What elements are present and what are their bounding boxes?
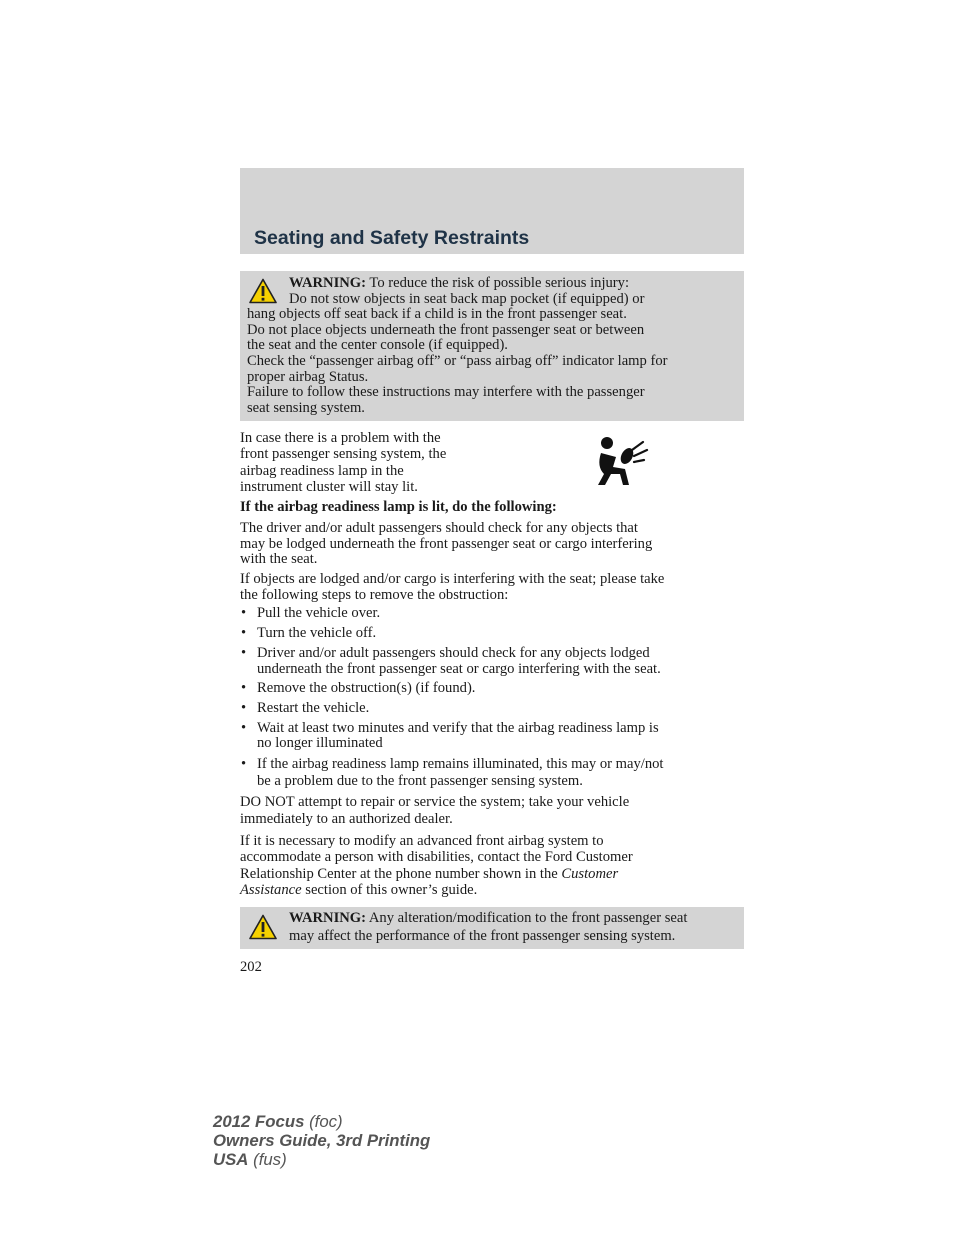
list-item-text: underneath the front passenger seat or cargo interfering with the seat. (257, 660, 661, 677)
text-line: In case there is a problem with the (240, 430, 441, 446)
warning-line: Do not stow objects in seat back map pocket (if equipped) or (289, 290, 645, 307)
text-line: with the seat. (240, 551, 318, 568)
airbag-readiness-icon (594, 436, 650, 486)
list-item (240, 757, 746, 790)
text-line (240, 882, 746, 898)
warning-box-seat-modification (240, 907, 744, 949)
warning-first-line (247, 276, 736, 292)
warning-line: hang objects off seat back if a child is in the front passenger seat. (247, 306, 627, 323)
document-footer (213, 1113, 430, 1169)
text-line (240, 866, 746, 882)
text-line: The driver and/or adult passengers should check for any objects that (240, 520, 638, 536)
warning-label: WARNING: (289, 910, 367, 926)
list-item (240, 646, 746, 677)
warning-label: WARNING: (289, 275, 367, 291)
intro-paragraph (240, 430, 510, 495)
list-item-text: Pull the vehicle over. (257, 605, 381, 621)
footer-code: (fus) (248, 1149, 287, 1169)
warning-triangle-icon (249, 278, 277, 304)
text-line: the following steps to remove the obstruction: (240, 586, 509, 603)
check-paragraph (240, 521, 746, 568)
footer-region: USA (213, 1149, 249, 1169)
list-item-text: Remove the obstruction(s) (if found). (257, 679, 476, 696)
customer-assistance-ref: Assistance (240, 881, 302, 898)
warning-line: Do not place objects underneath the front passenger seat or between (247, 321, 645, 338)
text-line: airbag readiness lamp in the (240, 462, 404, 479)
warning-triangle-icon (249, 914, 277, 940)
list-item-text: • Driver and/or adult passengers should check for any objects lodged (257, 644, 650, 661)
list-item-text: Turn the vehicle off. (257, 624, 377, 641)
text-line: DO NOT attempt to repair or service the system; take your vehicle (240, 794, 630, 810)
warning-box-seat-objects (240, 271, 744, 421)
footer-code: (foc) (304, 1112, 343, 1131)
steps-list (240, 606, 746, 790)
list-item (240, 626, 746, 642)
list-item-text: be a problem due to the front passenger sensing system. (257, 773, 583, 790)
list-item-text: • If the airbag readiness lamp remains illuminated, this may or may/not (257, 756, 664, 773)
text-line: instrument cluster will stay lit. (240, 478, 418, 495)
text-line: immediately to an authorized dealer. (240, 810, 453, 827)
lodged-paragraph (240, 572, 746, 603)
text-line: accommodate a person with disabilities, contact the Ford Customer (240, 849, 633, 866)
footer-line (213, 1132, 430, 1151)
warning-text: Any alteration/modification to the front passenger seat (368, 910, 688, 926)
warning-line: Check the “passenger airbag off” or “pass airbag off” indicator lamp for (247, 352, 668, 369)
warning-line: proper airbag Status. (247, 368, 369, 385)
warning-text: To reduce the risk of possible serious injury: (369, 275, 630, 291)
warning-line: Failure to follow these instructions may interfere with the passenger (247, 384, 645, 401)
text-span: section of this owner’s guide. (301, 881, 478, 898)
section-header-band (240, 168, 744, 254)
section-title: Seating and Safety Restraints (254, 227, 530, 249)
warning-line: the seat and the center console (if equipped). (247, 337, 508, 354)
text-line: may be lodged underneath the front passenger seat or cargo interfering (240, 535, 653, 552)
text-span: Relationship Center at the phone number shown in the (240, 865, 562, 882)
list-item (240, 606, 746, 622)
customer-assistance-ref: Customer (561, 865, 619, 882)
list-item (240, 721, 746, 752)
text-line: If it is necessary to modify an advanced front airbag system to (240, 833, 604, 849)
warning-line: seat sensing system. (247, 399, 365, 416)
list-item-text: Restart the vehicle. (257, 699, 370, 716)
list-item-text: • Wait at least two minutes and verify that the airbag readiness lamp is (257, 719, 659, 736)
modify-paragraph (240, 833, 746, 898)
text-line: If objects are lodged and/or cargo is interfering with the seat; please take (240, 571, 665, 587)
do-not-paragraph (240, 794, 746, 827)
text-line: front passenger sensing system, the (240, 446, 447, 463)
footer-line (213, 1151, 430, 1170)
footer-model: 2012 Focus (213, 1112, 305, 1131)
footer-edition: Owners Guide, 3rd Printing (213, 1130, 431, 1150)
lamp-lit-heading: If the airbag readiness lamp is lit, do the following: (240, 499, 557, 515)
list-item (240, 701, 746, 717)
list-item (240, 681, 746, 697)
list-item-text: no longer illuminated (257, 735, 383, 752)
footer-line (213, 1113, 430, 1132)
warning-line: may affect the performance of the front passenger sensing system. (289, 927, 676, 944)
page-number: 202 (240, 959, 262, 975)
warning-first-line (247, 911, 736, 927)
